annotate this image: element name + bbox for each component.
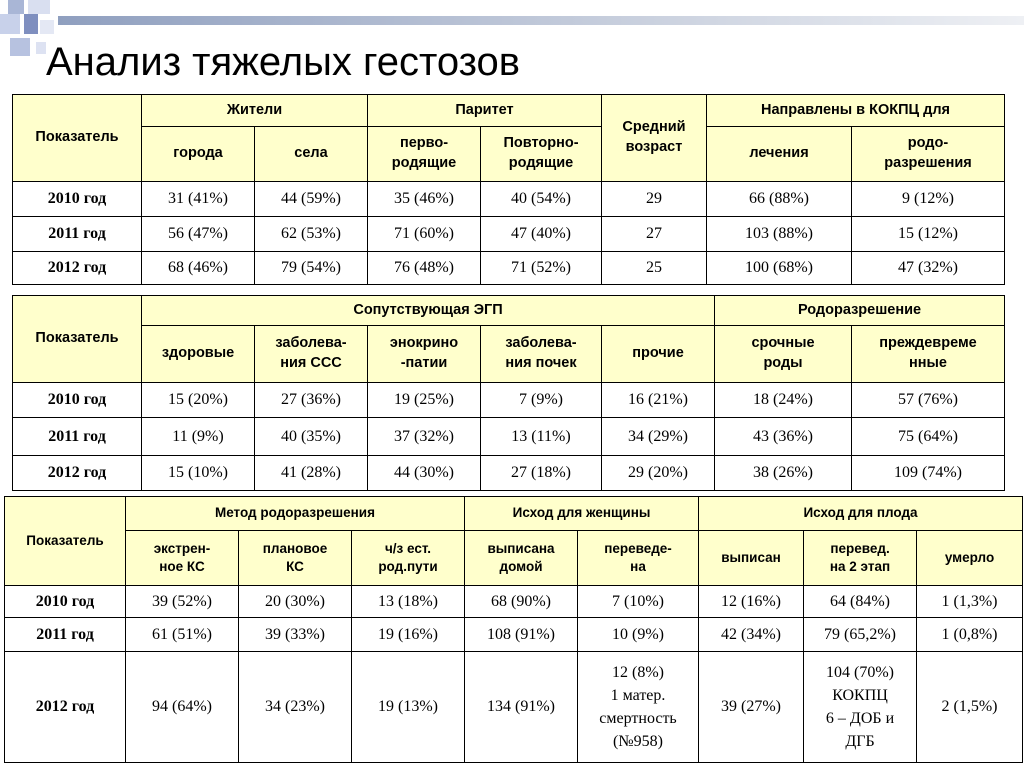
cell: 47 (40%): [481, 217, 602, 252]
cell: 134 (91%): [465, 652, 578, 763]
cell: 29: [602, 182, 707, 217]
cell: 19 (16%): [352, 618, 465, 652]
table-row: [5, 618, 1023, 652]
cell: 41 (28%): [255, 456, 368, 491]
header-transferred-woman: переведе- на: [578, 531, 699, 586]
cell: 44 (30%): [368, 456, 481, 491]
cell: 2 (1,5%): [917, 652, 1023, 763]
table-row: [5, 652, 1023, 763]
cell: 34 (29%): [602, 418, 715, 456]
cell: 62 (53%): [255, 217, 368, 252]
cell: 40 (35%): [255, 418, 368, 456]
row-year: 2011 год: [13, 217, 142, 252]
table-row: [13, 383, 1005, 418]
cell: 29 (20%): [602, 456, 715, 491]
cell: 75 (64%): [852, 418, 1005, 456]
cell: 13 (18%): [352, 586, 465, 618]
cell: 68 (46%): [142, 252, 255, 285]
cell-maternal-mortality: 12 (8%) 1 матер. смертность (№958): [578, 652, 699, 763]
cell: 15 (20%): [142, 383, 255, 418]
cell: 1 (0,8%): [917, 618, 1023, 652]
cell: 31 (41%): [142, 182, 255, 217]
cell: 47 (32%): [852, 252, 1005, 285]
table-row: [13, 182, 1005, 217]
cell: 40 (54%): [481, 182, 602, 217]
header-multiparous: Повторно- родящие: [481, 127, 602, 182]
header-primiparous: перво- родящие: [368, 127, 481, 182]
cell: 66 (88%): [707, 182, 852, 217]
header-indicator: Показатель: [13, 95, 142, 182]
cell: 68 (90%): [465, 586, 578, 618]
header-other: прочие: [602, 326, 715, 383]
header-village: села: [255, 127, 368, 182]
header-preterm: преждевреме нные: [852, 326, 1005, 383]
cell: 7 (10%): [578, 586, 699, 618]
header-transferred-stage2: перевед. на 2 этап: [804, 531, 917, 586]
cell: 44 (59%): [255, 182, 368, 217]
header-term-birth: срочные роды: [715, 326, 852, 383]
cell: 76 (48%): [368, 252, 481, 285]
cell: 42 (34%): [699, 618, 804, 652]
row-year: 2012 год: [13, 252, 142, 285]
cell: 35 (46%): [368, 182, 481, 217]
cell: 71 (60%): [368, 217, 481, 252]
header-fetus-outcome: Исход для плода: [699, 497, 1023, 531]
header-healthy: здоровые: [142, 326, 255, 383]
row-year: 2011 год: [5, 618, 126, 652]
header-average-age: Средний возраст: [602, 95, 707, 182]
cell: 9 (12%): [852, 182, 1005, 217]
cell: 27 (18%): [481, 456, 602, 491]
cell: 20 (30%): [239, 586, 352, 618]
cell-transferred-kokpc: 104 (70%) КОКПЦ 6 – ДОБ и ДГБ: [804, 652, 917, 763]
cell: 15 (12%): [852, 217, 1005, 252]
header-referred: Направлены в КОКПЦ для: [707, 95, 1005, 127]
cell: 15 (10%): [142, 456, 255, 491]
cell: 71 (52%): [481, 252, 602, 285]
table-row: [13, 217, 1005, 252]
header-woman-outcome: Исход для женщины: [465, 497, 699, 531]
table-row: [13, 252, 1005, 285]
row-year: 2011 год: [13, 418, 142, 456]
header-delivery: родо- разрешения: [852, 127, 1005, 182]
header-residents: Жители: [142, 95, 368, 127]
header-delivery: Родоразрешение: [715, 296, 1005, 326]
header-discharged-home: выписана домой: [465, 531, 578, 586]
cell: 16 (21%): [602, 383, 715, 418]
row-year: 2010 год: [13, 182, 142, 217]
table-row: [13, 456, 1005, 491]
header-emergency-cs: экстрен- ное КС: [126, 531, 239, 586]
header-discharged: выписан: [699, 531, 804, 586]
cell: 79 (65,2%): [804, 618, 917, 652]
page-title: Анализ тяжелых гестозов: [46, 40, 521, 84]
header-delivery-method: Метод родоразрешения: [126, 497, 465, 531]
header-city: города: [142, 127, 255, 182]
header-treatment: лечения: [707, 127, 852, 182]
cell: 56 (47%): [142, 217, 255, 252]
cell: 37 (32%): [368, 418, 481, 456]
table-row: [5, 586, 1023, 618]
cell: 61 (51%): [126, 618, 239, 652]
header-comorbid-egp: Сопутствующая ЭГП: [142, 296, 715, 326]
table-egp-delivery: [12, 295, 1005, 491]
row-year: 2012 год: [5, 652, 126, 763]
header-indicator: Показатель: [13, 296, 142, 383]
header-natural-birth: ч/з ест. род.пути: [352, 531, 465, 586]
cell: 7 (9%): [481, 383, 602, 418]
table-delivery-outcomes: [4, 496, 1023, 763]
cell: 11 (9%): [142, 418, 255, 456]
cell: 64 (84%): [804, 586, 917, 618]
table-residents-parity: [12, 94, 1005, 285]
header-died: умерло: [917, 531, 1023, 586]
cell: 27: [602, 217, 707, 252]
cell: 34 (23%): [239, 652, 352, 763]
cell: 27 (36%): [255, 383, 368, 418]
cell: 12 (16%): [699, 586, 804, 618]
cell: 1 (1,3%): [917, 586, 1023, 618]
header-cvs-diseases: заболева- ния ССС: [255, 326, 368, 383]
cell: 94 (64%): [126, 652, 239, 763]
header-endocrinopathies: энокрино -патии: [368, 326, 481, 383]
header-indicator: Показатель: [5, 497, 126, 586]
row-year: 2012 год: [13, 456, 142, 491]
cell: 100 (68%): [707, 252, 852, 285]
header-planned-cs: плановое КС: [239, 531, 352, 586]
cell: 25: [602, 252, 707, 285]
cell: 38 (26%): [715, 456, 852, 491]
row-year: 2010 год: [5, 586, 126, 618]
cell: 108 (91%): [465, 618, 578, 652]
row-year: 2010 год: [13, 383, 142, 418]
cell: 103 (88%): [707, 217, 852, 252]
cell: 79 (54%): [255, 252, 368, 285]
header-parity: Паритет: [368, 95, 602, 127]
table-row: [13, 418, 1005, 456]
cell: 18 (24%): [715, 383, 852, 418]
cell: 19 (25%): [368, 383, 481, 418]
header-bar: [58, 16, 1024, 25]
cell: 43 (36%): [715, 418, 852, 456]
cell: 57 (76%): [852, 383, 1005, 418]
cell: 19 (13%): [352, 652, 465, 763]
header-kidney-diseases: заболева- ния почек: [481, 326, 602, 383]
cell: 10 (9%): [578, 618, 699, 652]
cell: 39 (52%): [126, 586, 239, 618]
cell: 39 (33%): [239, 618, 352, 652]
cell: 13 (11%): [481, 418, 602, 456]
cell: 109 (74%): [852, 456, 1005, 491]
cell: 39 (27%): [699, 652, 804, 763]
